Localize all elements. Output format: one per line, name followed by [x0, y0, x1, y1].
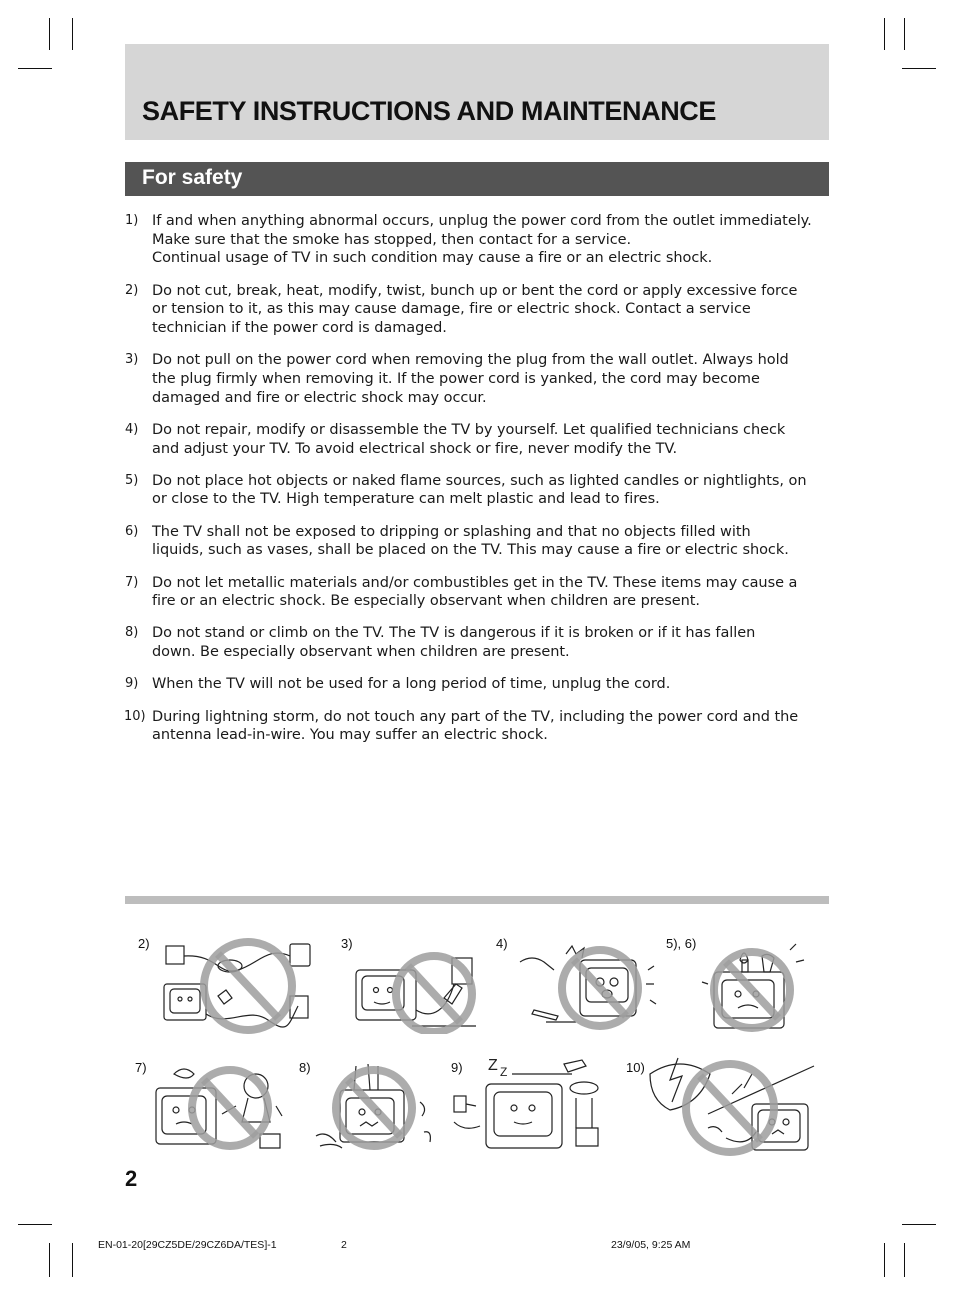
- crop-mark: [884, 1243, 885, 1277]
- crop-mark: [902, 68, 936, 69]
- figure-label: 5), 6): [666, 936, 697, 951]
- page-number: 2: [125, 1166, 138, 1191]
- section-divider: [125, 896, 829, 904]
- climb-on-tv-prohibited-illustration: [312, 1062, 440, 1154]
- crop-mark: [18, 68, 52, 69]
- item-number: 6): [125, 523, 139, 539]
- item-text: Do not pull on the power cord when removing the plug from the wall outlet. Always hold the plug firmly when removing it. If the power cord is yanked, the cord may become damaged and fire or electric shock may occur.: [152, 352, 789, 406]
- list-item: [125, 708, 831, 745]
- crop-mark: [884, 18, 885, 50]
- item-number: 4): [125, 421, 139, 437]
- crop-mark: [72, 1243, 73, 1277]
- item-text: Do not let metallic materials and/or combustibles get in the TV. These items may cause a fire or an electric shock. Be especially observant when children are present.: [152, 574, 798, 610]
- unplug-when-away-illustration: [452, 1052, 616, 1154]
- safety-instructions-list: [125, 212, 831, 758]
- cord-pull-prohibited-illustration: [352, 950, 482, 1034]
- figure-label: 7): [135, 1060, 147, 1075]
- item-text: Do not stand or climb on the TV. The TV is dangerous if it is broken or if it has fallen down. Be especially observant when children are present.: [152, 625, 756, 661]
- crop-mark: [72, 18, 73, 50]
- list-item: [125, 472, 831, 509]
- page-title: SAFETY INSTRUCTIONS AND MAINTENANCE: [142, 96, 717, 126]
- item-text: Do not place hot objects or naked flame sources, such as lighted candles or nightlights, on or close to the TV. High temperature can melt plastic and lead to fires.: [152, 472, 807, 508]
- figure-label: 8): [299, 1060, 311, 1075]
- item-number: 8): [125, 625, 139, 641]
- crop-mark: [902, 1224, 936, 1225]
- candle-vase-prohibited-illustration: [700, 942, 812, 1034]
- list-item: [125, 523, 831, 560]
- crop-mark: [904, 1243, 905, 1277]
- figure-label: 3): [341, 936, 353, 951]
- child-objects-prohibited-illustration: [152, 1062, 288, 1152]
- cord-damage-prohibited-illustration: [158, 936, 318, 1040]
- crop-mark: [18, 1224, 52, 1225]
- item-text: Do not cut, break, heat, modify, twist, bunch up or bent the cord or apply excessive force or tension to it, as this may cause damage, fire or electric shock. Contact a service technician if the power cord is damaged.: [152, 282, 798, 337]
- crop-mark: [904, 18, 905, 50]
- section-header-bar: [125, 162, 829, 196]
- item-text: When the TV will not be used for a long period of time, unplug the cord.: [152, 676, 671, 693]
- item-number: 9): [125, 676, 139, 692]
- list-item: [125, 351, 831, 407]
- figure-label: 2): [138, 936, 150, 951]
- footer-timestamp: 23/9/05, 9:25 AM: [611, 1239, 691, 1251]
- list-item: [125, 212, 831, 268]
- item-number: 10): [124, 708, 146, 724]
- item-text: The TV shall not be exposed to dripping or splashing and that no objects filled with liquids, such as vases, shall be placed on the TV. This may cause a fire or electric shock.: [152, 523, 789, 559]
- disassemble-prohibited-illustration: [516, 940, 662, 1032]
- svg-text:Z: Z: [500, 1065, 508, 1079]
- figure-label: 9): [451, 1060, 463, 1075]
- crop-mark: [49, 18, 50, 50]
- footer-document-code: EN-01-20[29CZ5DE/29CZ6DA/TES]-1: [98, 1239, 277, 1251]
- list-item: [125, 421, 831, 458]
- item-text: During lightning storm, do not touch any part of the TV, including the power cord and the antenna lead-in-wire. You may suffer an electric shock.: [152, 708, 799, 744]
- item-number: 2): [125, 282, 139, 298]
- item-number: 5): [125, 472, 139, 488]
- list-item: [125, 624, 831, 661]
- lightning-prohibited-illustration: [648, 1054, 818, 1158]
- item-number: 3): [125, 352, 139, 368]
- list-item: [125, 282, 831, 338]
- figure-label: 10): [626, 1060, 645, 1075]
- item-number: 1): [125, 213, 139, 228]
- item-text: If and when anything abnormal occurs, unplug the power cord from the outlet immediately. Make sure that the smoke has stopped, then contact for a service. Continual usage of TV in such condition may cause a fire or an electric shock.: [152, 213, 812, 267]
- figure-label: 4): [496, 936, 508, 951]
- crop-mark: [49, 1243, 50, 1277]
- item-number: 7): [125, 574, 139, 590]
- list-item: [125, 675, 831, 694]
- item-text: Do not repair, modify or disassemble the TV by yourself. Let qualified technicians check and adjust your TV. To avoid electrical shock or fire, never modify the TV.: [152, 421, 786, 457]
- section-title: For safety: [142, 166, 243, 189]
- footer-page: 2: [341, 1239, 347, 1251]
- svg-text:Z: Z: [488, 1057, 498, 1074]
- title-band: [125, 44, 829, 140]
- list-item: [125, 574, 831, 611]
